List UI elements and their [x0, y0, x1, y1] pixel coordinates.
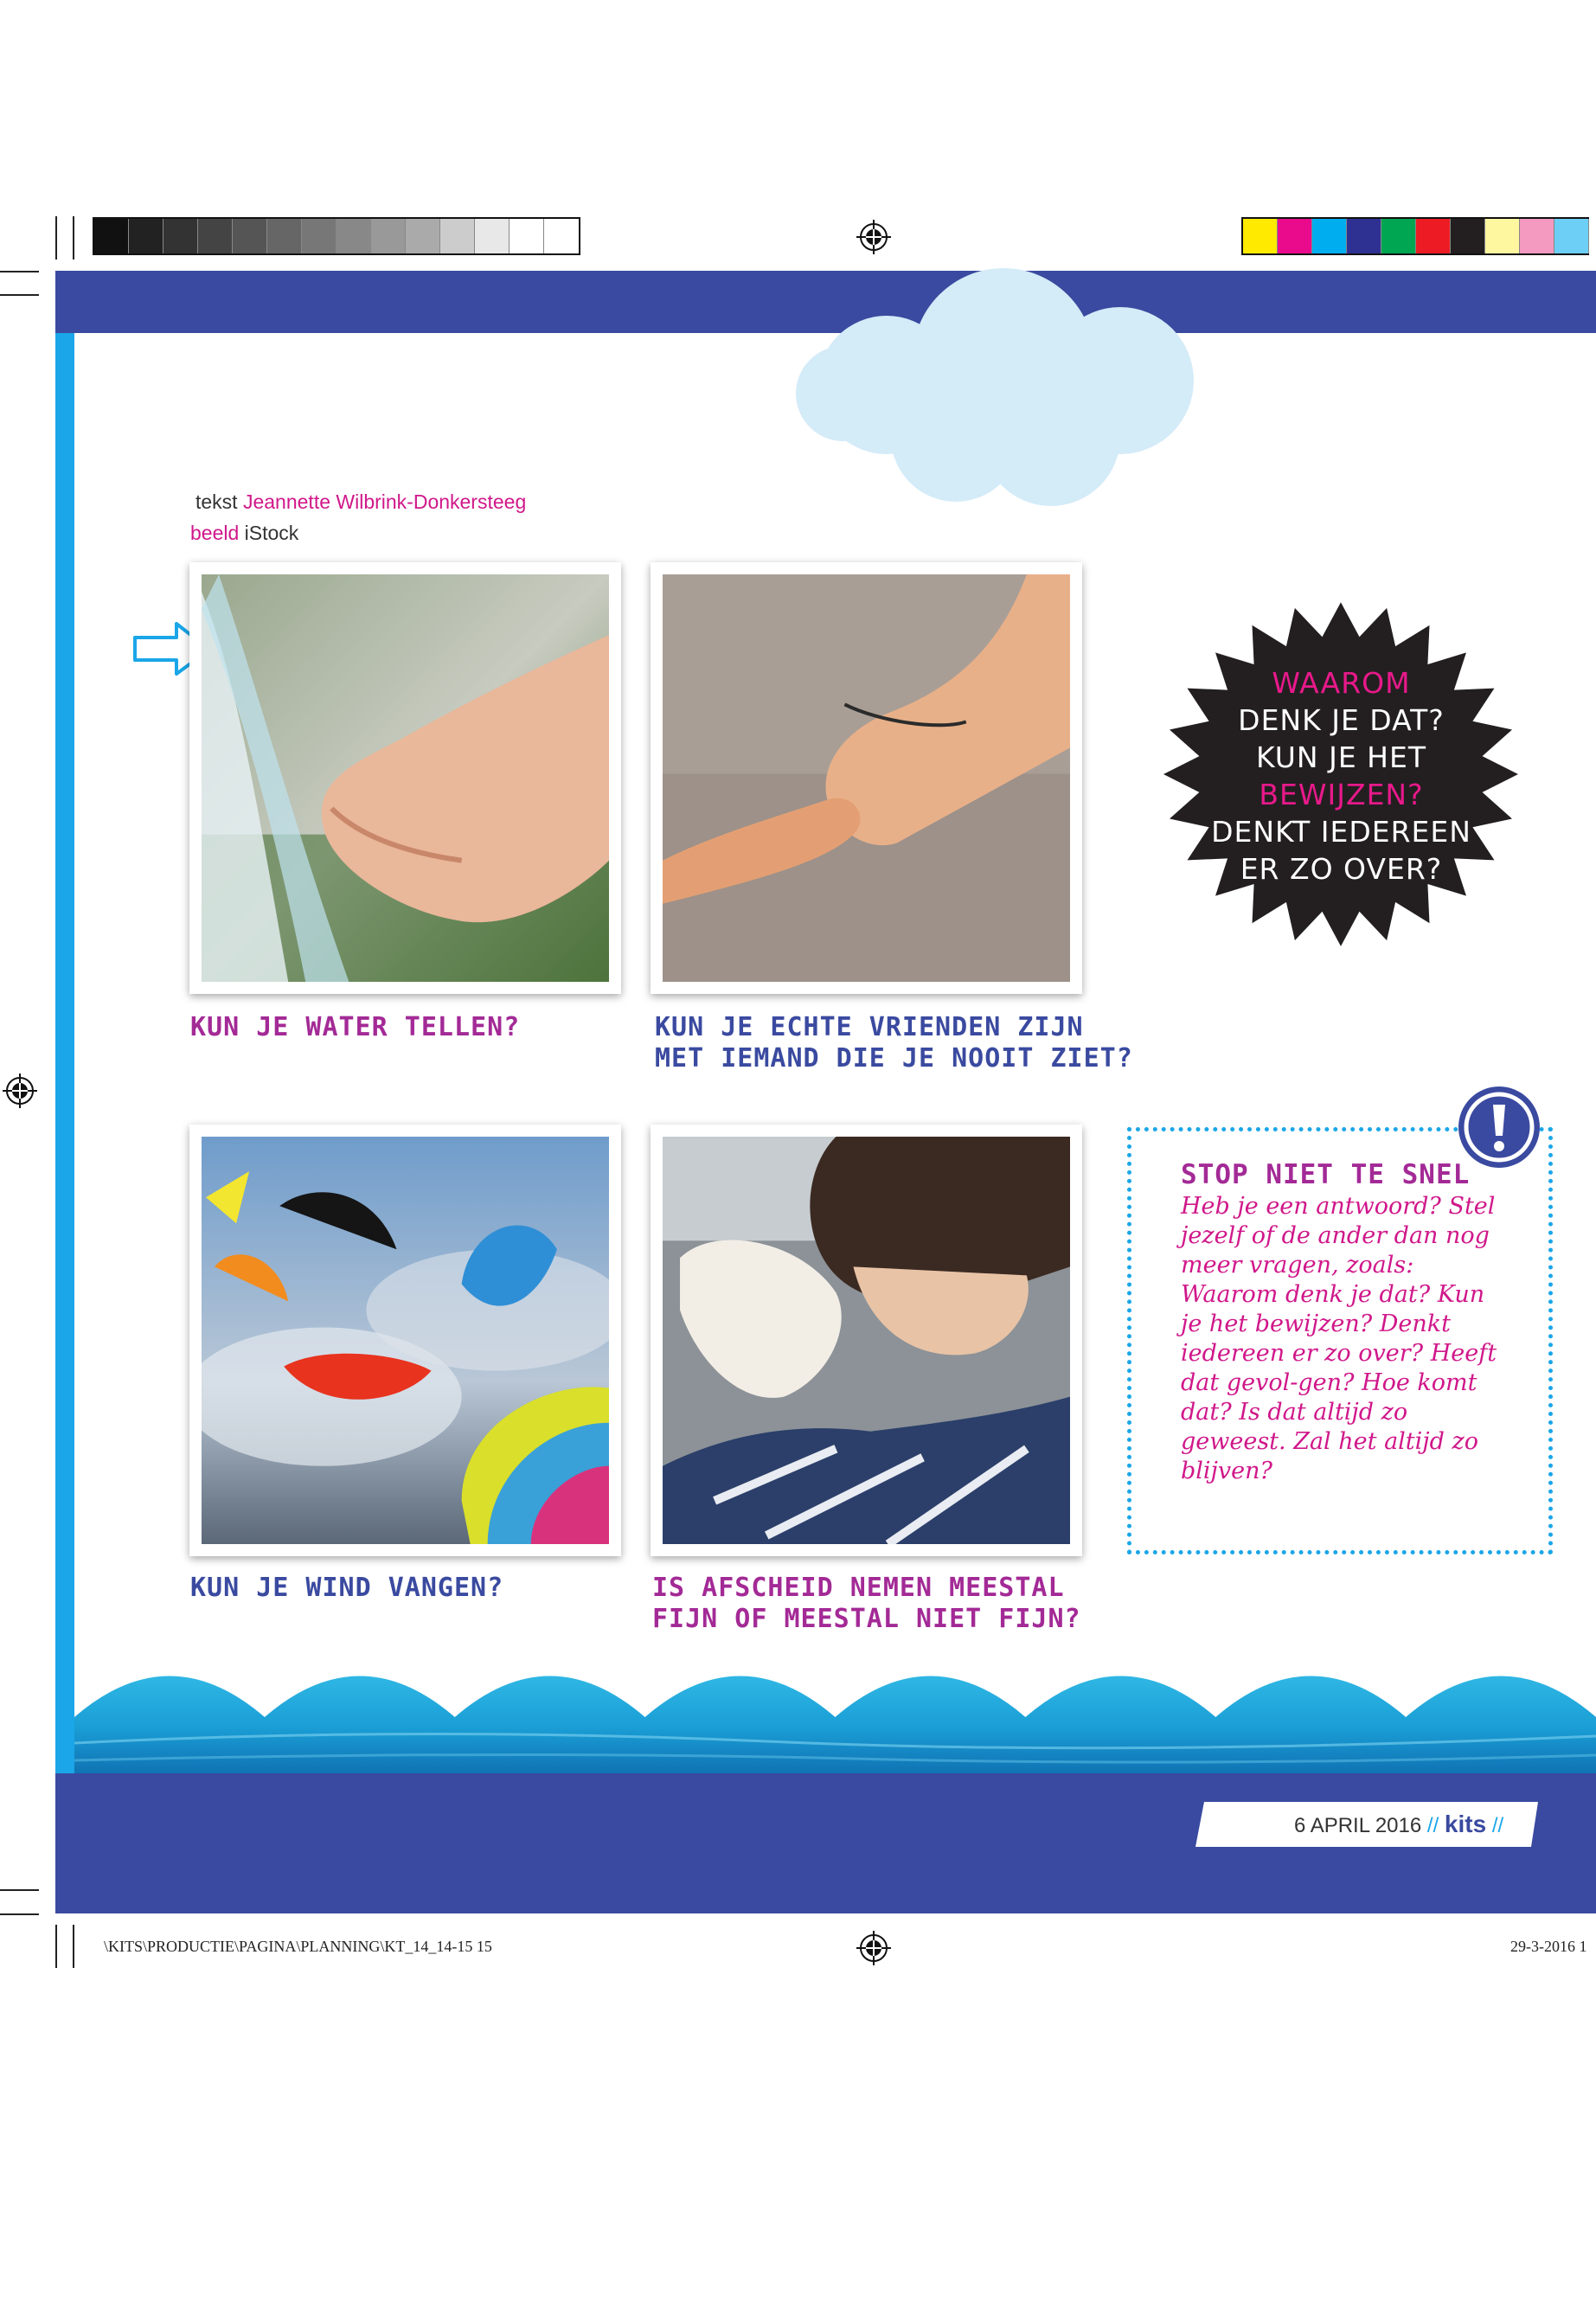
registration-mark	[856, 1931, 891, 1965]
question-farewell-line1: IS AFSCHEID NEMEN MEESTAL	[652, 1573, 1065, 1603]
print-slug-path: \KITS\PRODUCTIE\PAGINA\PLANNING\KT_14_14-15 15	[104, 1938, 492, 1955]
color-bar	[1241, 217, 1589, 255]
crop-mark	[0, 1913, 39, 1915]
tip-body: Heb je een antwoord? Stel jezelf of de ander dan nog meer vragen, zoals: Waarom denk je dat? Kun je het bewijzen? Denkt iedereen er zo over? Heeft dat gevol-gen? Hoe komt dat? Is dat altijd zo geweest. Zal het altijd zo blijven?	[1181, 1193, 1497, 1484]
burst-line: KUN JE HET	[1256, 740, 1426, 774]
burst-line: WAAROM	[1272, 666, 1411, 700]
credit-image-source: iStock	[244, 522, 299, 544]
brand-logo: kits	[1444, 1811, 1487, 1837]
exclamation-icon	[1456, 1084, 1542, 1170]
credits	[190, 486, 526, 548]
crop-mark	[73, 1925, 74, 1968]
issue-date: 6 APRIL 2016	[1294, 1814, 1422, 1837]
crop-mark	[55, 1925, 57, 1968]
crop-mark	[73, 216, 74, 260]
burst-line: DENKT IEDEREEN	[1211, 815, 1471, 849]
registration-mark	[3, 1074, 37, 1108]
photo-umbrellas	[189, 1125, 621, 1556]
tip-title: STOP NIET TE SNEL	[1181, 1159, 1471, 1190]
issue-date-line	[1294, 1811, 1503, 1838]
burst-line: ER ZO OVER?	[1240, 852, 1443, 886]
credit-image-label: beeld	[190, 522, 240, 544]
crop-mark	[0, 294, 39, 296]
credit-author: Jeannette Wilbrink-Donkersteeg	[242, 490, 527, 513]
question-farewell-caption	[652, 1573, 1081, 1635]
separator: //	[1426, 1814, 1439, 1837]
grayscale-bar	[93, 217, 580, 255]
starburst-text	[1192, 664, 1490, 888]
crop-mark	[55, 216, 57, 260]
question-water-caption: KUN JE WATER TELLEN?	[190, 1012, 521, 1042]
registration-mark	[856, 220, 891, 254]
question-farewell-line2: FIJN OF MEESTAL NIET FIJN?	[652, 1604, 1081, 1634]
photo-dog	[651, 1125, 1082, 1556]
question-wind-caption: KUN JE WIND VANGEN?	[190, 1573, 504, 1603]
burst-line: BEWIJZEN?	[1259, 778, 1424, 811]
cloud-icon	[792, 264, 1215, 510]
photo-hands	[651, 562, 1082, 994]
burst-line: DENK JE DAT?	[1238, 703, 1445, 737]
separator: //	[1491, 1814, 1504, 1837]
left-accent-rule	[55, 333, 74, 1773]
question-friends-line2: MET IEMAND DIE JE NOOIT ZIET?	[655, 1043, 1133, 1074]
print-slug-date: 29-3-2016 1	[1510, 1938, 1587, 1955]
credit-text-label: tekst	[195, 490, 238, 513]
crop-mark	[0, 271, 39, 272]
question-friends-caption	[655, 1012, 1133, 1074]
photo-water	[189, 562, 621, 994]
question-friends-line1: KUN JE ECHTE VRIENDEN ZIJN	[655, 1012, 1084, 1042]
crop-mark	[0, 1889, 39, 1891]
sea-waves	[74, 1639, 1596, 1778]
